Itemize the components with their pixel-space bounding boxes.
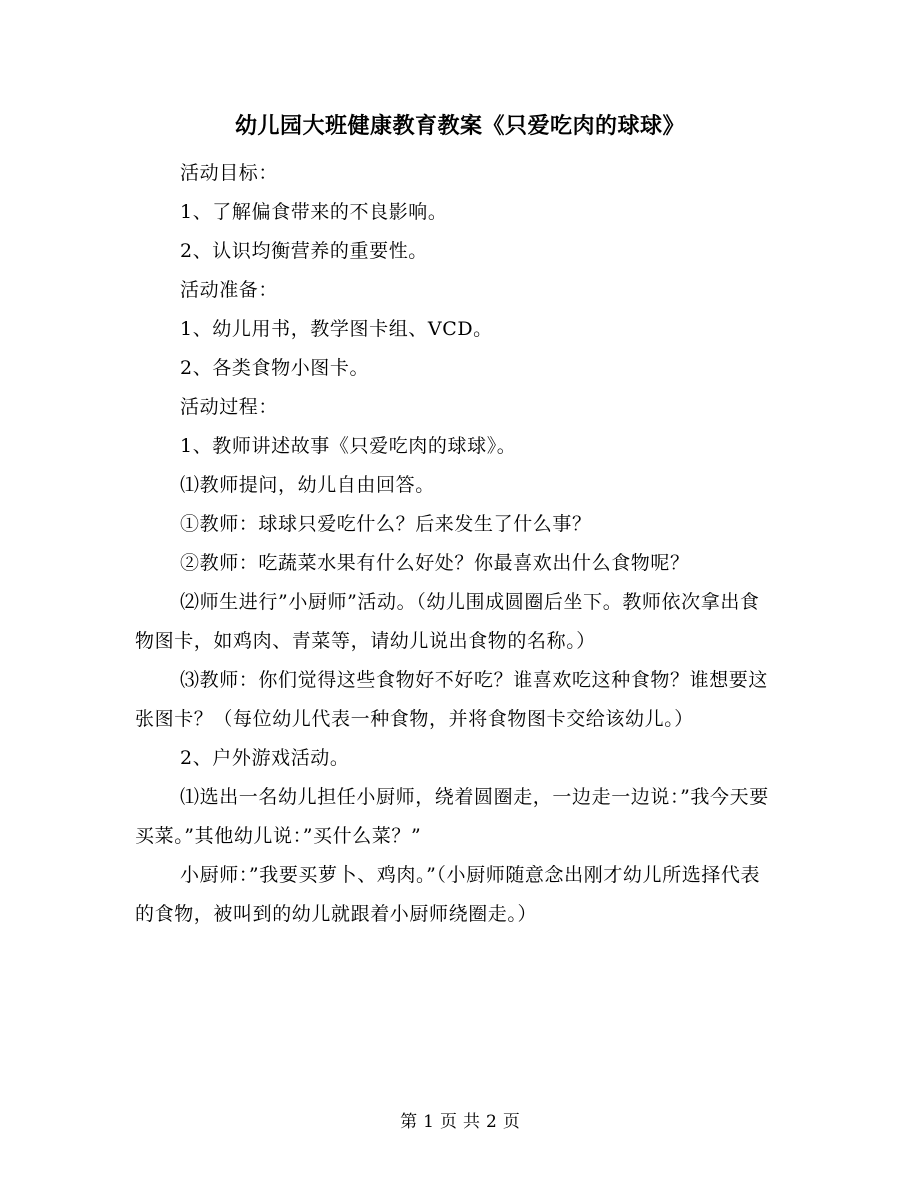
total-pages-number: 2 — [486, 1112, 497, 1132]
paragraph: 2、各类食物小图卡。 — [180, 357, 370, 379]
paragraph: 1、了解偏食带来的不良影响。 — [180, 201, 448, 223]
paragraph: ②教师：吃蔬菜水果有什么好处？你最喜欢出什么食物呢？ — [180, 552, 690, 574]
paragraph: ⑴教师提问，幼儿自由回答。 — [180, 474, 435, 496]
page-label: 第 — [400, 1112, 418, 1132]
paragraph: 1、教师讲述故事《只爱吃肉的球球》。 — [180, 435, 517, 457]
paragraph: 活动目标： — [180, 162, 279, 184]
page-unit: 页 — [440, 1112, 457, 1132]
paragraph: 2、户外游戏活动。 — [180, 747, 350, 769]
current-page-number: 1 — [423, 1112, 434, 1132]
paragraph: 1、幼儿用书，教学图卡组、VCD。 — [180, 318, 493, 340]
total-unit: 页 — [502, 1112, 520, 1132]
paragraph: 2、认识均衡营养的重要性。 — [180, 240, 428, 262]
paragraph: 小厨师：”我要买萝卜、鸡肉。”（小厨师随意念出刚才幼儿所选择代表的食物，被叫到的幼儿就跟着小厨师绕圈走。） — [135, 864, 761, 925]
page-footer — [0, 1110, 920, 1134]
paragraph: ⑶教师：你们觉得这些食物好不好吃？谁喜欢吃这种食物？谁想要这张图卡？（每位幼儿代表一种食物，并将食物图卡交给该幼儿。） — [135, 669, 769, 730]
paragraph: ①教师：球球只爱吃什么？后来发生了什么事？ — [180, 513, 592, 535]
total-label: 共 — [463, 1112, 480, 1132]
paragraph: ⑵师生进行”小厨师”活动。（幼儿围成圆圈后坐下。教师依次拿出食物图卡，如鸡肉、青菜等，请幼儿说出食物的名称。） — [135, 591, 760, 652]
paragraph: ⑴选出一名幼儿担任小厨师，绕着圆圈走，一边走一边说：”我今天要买菜。”其他幼儿说：”买什么菜？” — [135, 786, 769, 847]
document-title: 幼儿园大班健康教育教案《只爱吃肉的球球》 — [234, 113, 685, 139]
paragraph: 活动准备： — [180, 279, 279, 301]
document-body — [135, 154, 775, 934]
paragraph: 活动过程： — [180, 396, 279, 418]
